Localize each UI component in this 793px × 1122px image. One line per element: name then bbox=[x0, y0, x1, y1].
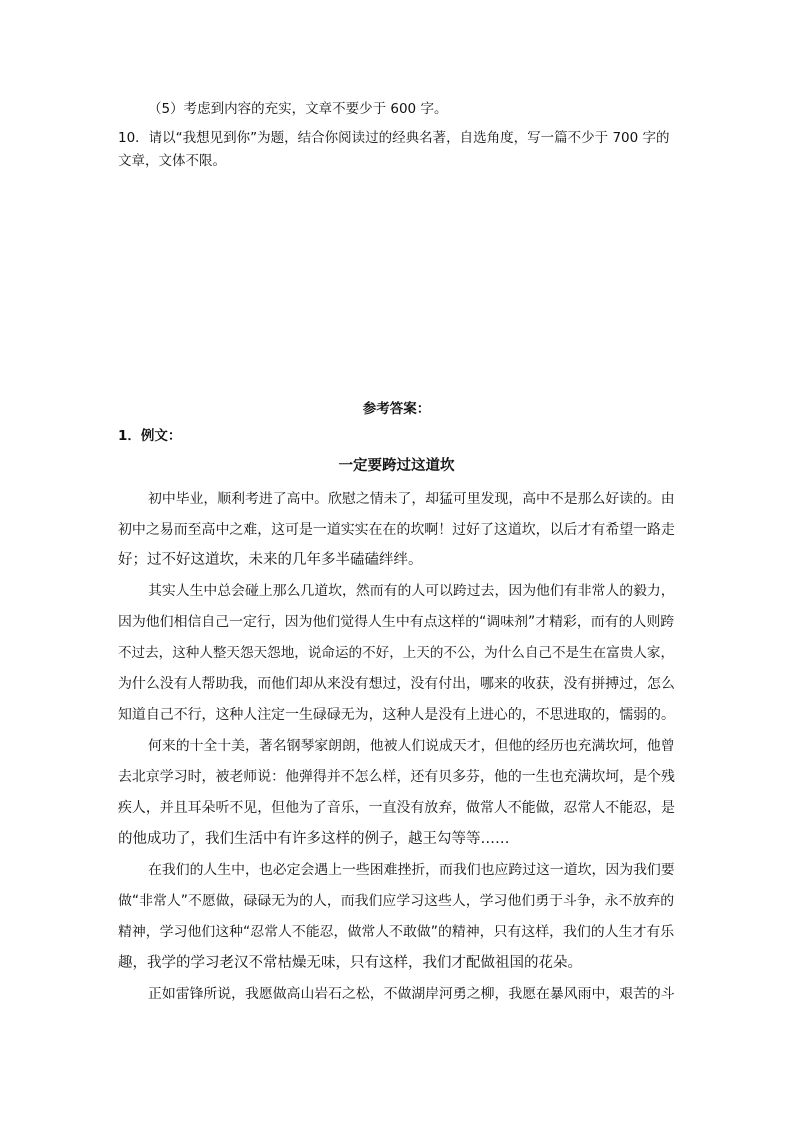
answers-heading: 参考答案： bbox=[362, 401, 431, 417]
instruction-item-5: （5）考虑到内容的充实，文章不要少于 600 字。 bbox=[148, 101, 448, 117]
essay-line: 趣，我学的学习老汉不常枯燥无味，只有这样，我们才配做祖国的花朵。 bbox=[118, 955, 582, 971]
essay-line: 去北京学习时，被老师说：他弹得并不怎么样，还有贝多芬，他的一生也充满坎坷，是个残 bbox=[118, 769, 675, 785]
essay-line: 何来的十全十美，著名钢琴家朗朗，他被人们说成天才，但他的经历也充满坎坷，他曾 bbox=[148, 738, 675, 754]
essay-line: 初中之易而至高中之难，这可是一道实实在在的坎啊！过好了这道坎，以后才有希望一路走 bbox=[118, 522, 675, 538]
essay-line: 疾人，并且耳朵听不见，但他为了音乐，一直没有放弃，做常人不能做，忍常人不能忍，是 bbox=[118, 800, 675, 816]
essay-line: 知道自己不行，这种人注定一生碌碌无为，这种人是没有上进心的，不思进取的，懦弱的。 bbox=[118, 707, 675, 723]
essay-line: 其实人生中总会碰上那么几道坎，然而有的人可以跨过去，因为他们有非常人的毅力， bbox=[148, 583, 675, 599]
essay-line: 因为他们相信自己一定行，因为他们觉得人生中有点这样的“调味剂”才精彩，而有的人则跨 bbox=[118, 614, 675, 630]
essay-line: 做“非常人”不愿做，碌碌无为的人，而我们应学习这些人，学习他们勇于斗争，永不放弃的 bbox=[118, 893, 675, 909]
essay-line: 在我们的人生中，也必定会遇上一些困难挫折，而我们也应跨过这一道坎，因为我们要 bbox=[148, 862, 675, 878]
essay-line: 正如雷锋所说，我愿做高山岩石之松，不做湖岸河勇之柳，我愿在暴风雨中，艰苦的斗 bbox=[148, 986, 675, 1002]
essay-line: 不过去，这种人整天怨天怨地，说命运的不好，上天的不公，为什么自己不是生在富贵人家， bbox=[118, 645, 675, 661]
essay-title: 一定要跨过这道坎 bbox=[338, 458, 455, 474]
essay-line: 精神，学习他们这种“忍常人不能忍，做常人不敢做”的精神，只有这样，我们的人生才有乐 bbox=[118, 924, 675, 940]
question-10-line-2: 文章，文体不限。 bbox=[118, 153, 226, 169]
question-10-line-1: 10．请以“我想见到你”为题，结合你阅读过的经典名著，自选角度，写一篇不少于 700 字的 bbox=[118, 130, 670, 146]
essay-line: 的他成功了，我们生活中有许多这样的例子，越王勾等等…… bbox=[118, 831, 510, 847]
essay-line: 为什么没有人帮助我，而他们却从来没有想过，没有付出，哪来的收获，没有拼搏过，怎么 bbox=[118, 676, 675, 692]
essay-line: 好；过不好这道坎，未来的几年多半磕磕绊绊。 bbox=[118, 552, 423, 568]
essay-line: 初中毕业，顺利考进了高中。欣慰之情未了，却猛可里发现，高中不是那么好读的。由 bbox=[148, 491, 675, 507]
answer-1-label: 1．例文： bbox=[118, 428, 182, 444]
